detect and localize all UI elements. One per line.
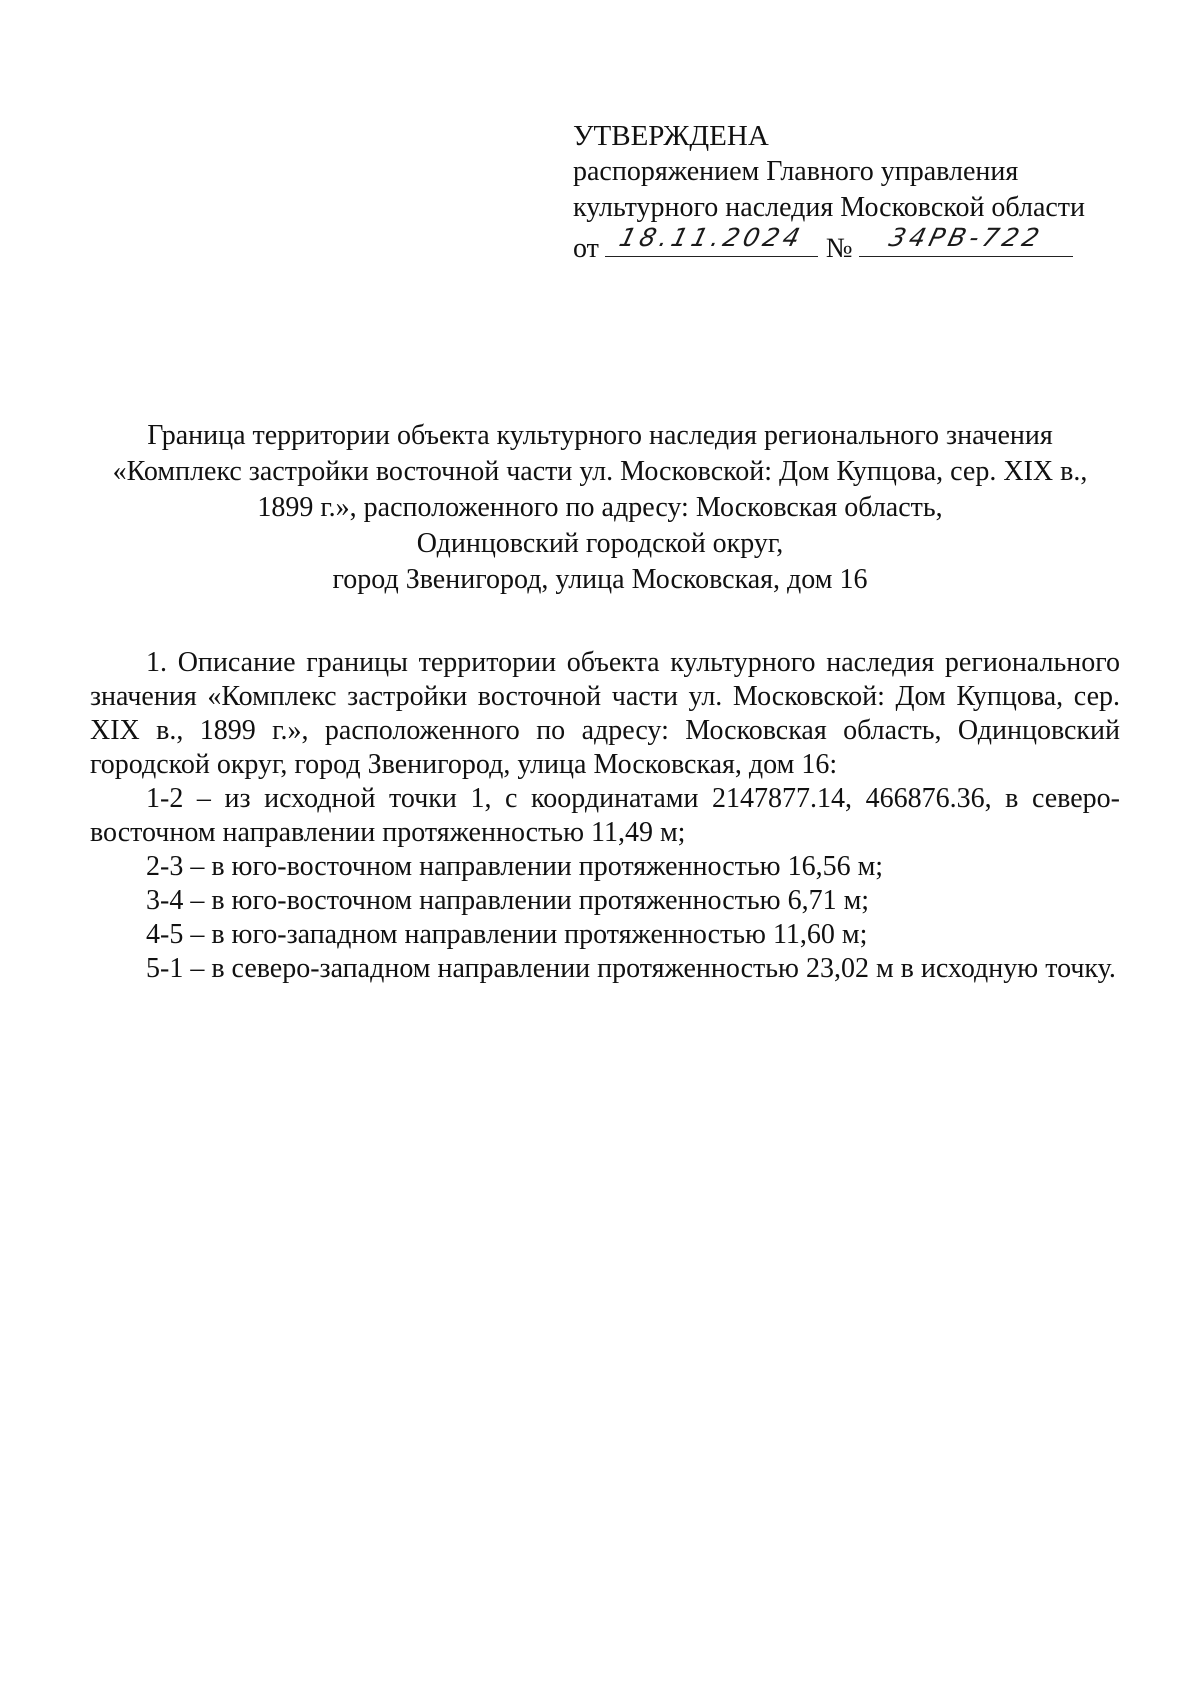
handwritten-number-field	[859, 223, 1073, 257]
date-prefix: от	[573, 233, 599, 264]
boundary-description-intro: 1. Описание границы территории объекта культурного наследия регионального значения «Комплекс застройки восточной части ул. Московской: Дом Купцова, сер. XIX в., 1899 г.», расположенного по адресу: Московская область, Одинцовский городской округ, город Звенигород, улица Московская, дом 16:	[90, 647, 1120, 780]
document-body	[90, 646, 1120, 986]
heading-line-1: Граница территории объекта культурного наследия регионального значения	[147, 420, 1053, 451]
boundary-segment-1-2: 1-2 – из исходной точки 1, с координатами 2147877.14, 466876.36, в северо-восточном направлении протяженностью 11,49 м;	[90, 783, 1120, 848]
approval-authority-line-2: культурного наследия Московской области	[573, 192, 1086, 223]
heading-line-4: Одинцовский городской округ,	[416, 528, 784, 559]
approval-date-number-line	[573, 223, 1085, 267]
boundary-segment-2-3: 2-3 – в юго-восточном направлении протяженностью 16,56 м;	[146, 851, 884, 882]
heading-line-5: город Звенигород, улица Московская, дом 16	[332, 564, 868, 595]
approval-title: УТВЕРЖДЕНА	[573, 120, 769, 152]
document-heading	[80, 418, 1120, 598]
boundary-segment-5-1: 5-1 – в северо-западном направлении протяженностью 23,02 м в исходную точку.	[146, 953, 1116, 984]
heading-line-2: «Комплекс застройки восточной части ул. Московской: Дом Купцова, сер. XIX в.,	[112, 456, 1088, 487]
boundary-segment-3-4: 3-4 – в юго-восточном направлении протяженностью 6,71 м;	[146, 885, 870, 916]
boundary-segment-4-5: 4-5 – в юго-западном направлении протяженностью 11,60 м;	[146, 919, 868, 950]
approval-stamp-block	[573, 118, 1085, 267]
handwritten-date-field	[605, 223, 818, 257]
heading-line-3: 1899 г.», расположенного по адресу: Московская область,	[257, 492, 943, 523]
number-prefix: №	[825, 233, 853, 264]
handwritten-number: 34РВ-722	[885, 223, 1046, 252]
approval-authority-line-1: распоряжением Главного управления	[573, 156, 1019, 187]
handwritten-date: 18.11.2024	[616, 223, 807, 252]
